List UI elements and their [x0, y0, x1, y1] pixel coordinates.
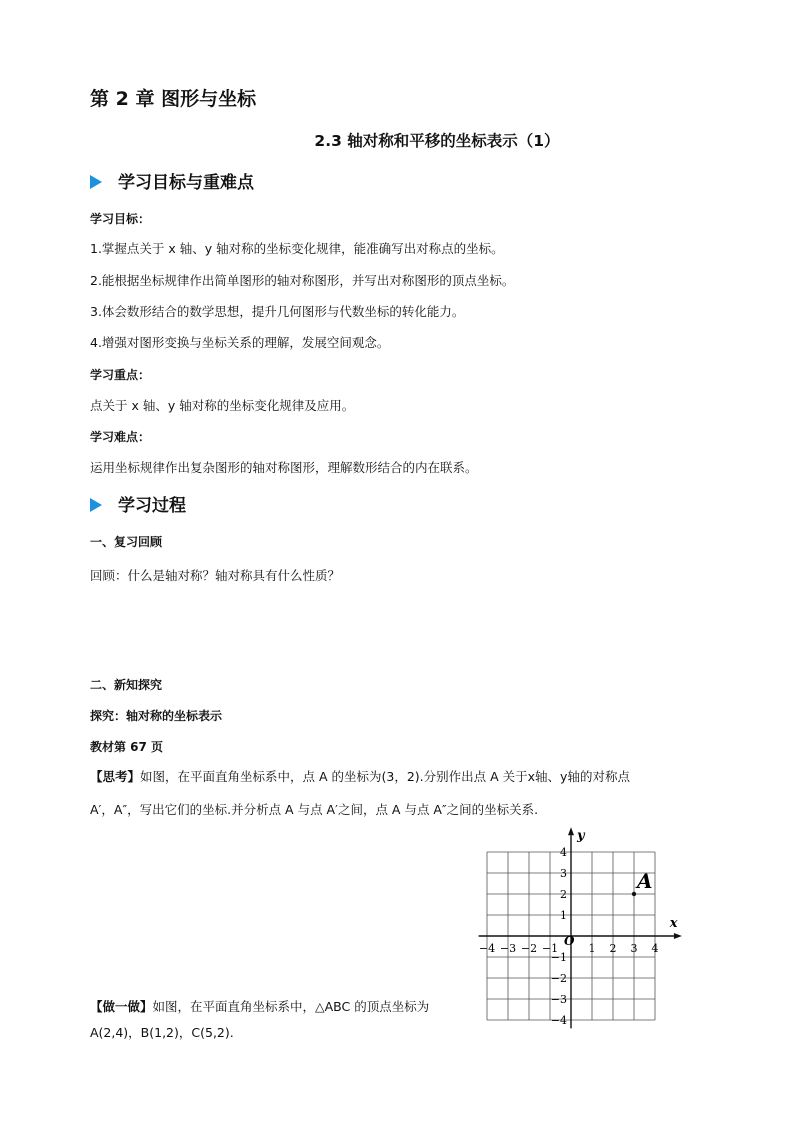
x-tick-label: −3 — [499, 942, 517, 955]
x-tick-label: 2 — [609, 942, 617, 955]
origin-label: O — [564, 934, 575, 948]
triangle-bullet-icon — [90, 175, 102, 189]
x-tick-label: −4 — [478, 942, 496, 955]
chapter-title: 第 2 章 图形与坐标 — [90, 88, 257, 110]
section-heading-text: 学习目标与重难点 — [118, 173, 254, 193]
y-tick-label: 4 — [560, 846, 567, 859]
section-heading-goals — [90, 168, 254, 193]
key-points-label: 学习重点： — [90, 368, 151, 382]
review-text: 回顾：什么是轴对称？轴对称具有什么性质？ — [90, 568, 341, 583]
coordinate-grid-figure — [478, 825, 703, 1040]
new-knowledge-label: 二、新知探究 — [90, 678, 163, 692]
try-text: 如图，在平面直角坐标系中，△ABC 的顶点坐标为 — [152, 999, 430, 1014]
y-tick-label: 3 — [560, 867, 567, 880]
key-points-text: 点关于 x 轴、y 轴对称的坐标变化规律及应用。 — [90, 398, 355, 413]
y-axis-label: y — [577, 828, 585, 844]
goal-item: 4.增强对图形变换与坐标关系的理解，发展空间观念。 — [90, 335, 390, 350]
triangle-bullet-icon — [90, 498, 102, 512]
textbook-page-label: 教材第 67 页 — [90, 740, 164, 754]
think-paragraph-line2: A′，A″，写出它们的坐标.并分析点 A 与点 A′之间，点 A 与点 A″之间的坐标关系. — [90, 802, 539, 817]
y-tick-label: −4 — [550, 1014, 567, 1027]
y-tick-label: 1 — [560, 909, 567, 922]
review-label: 一、复习回顾 — [90, 535, 163, 549]
y-tick-label: −2 — [550, 972, 567, 985]
goal-item: 1.掌握点关于 x 轴、y 轴对称的坐标变化规律，能准确写出对称点的坐标。 — [90, 241, 504, 256]
y-tick-label: −1 — [550, 951, 567, 964]
think-tag: 【思考】 — [90, 769, 141, 784]
x-tick-label: 3 — [630, 942, 638, 955]
x-tick-label: −1 — [541, 942, 559, 955]
goal-item: 3.体会数形结合的数学思想，提升几何图形与代数坐标的转化能力。 — [90, 304, 465, 319]
x-axis-arrow-icon — [674, 933, 682, 939]
y-axis-arrow-icon — [568, 827, 574, 835]
try-paragraph-line1 — [90, 997, 429, 1015]
x-tick-label: 4 — [651, 942, 659, 955]
explore-label: 探究：轴对称的坐标表示 — [90, 709, 223, 723]
x-axis-label: x — [669, 916, 678, 931]
y-tick-label: −3 — [550, 993, 567, 1006]
think-text: 如图，在平面直角坐标系中，点 A 的坐标为(3，2).分别作出点 A 关于x轴、y轴的对称点 — [140, 769, 630, 784]
goals-label: 学习目标： — [90, 212, 151, 226]
section-heading-process — [90, 491, 186, 516]
axes — [479, 827, 682, 1028]
difficulty-label: 学习难点： — [90, 430, 151, 444]
try-tag: 【做一做】 — [90, 999, 153, 1014]
lesson-title: 2.3 轴对称和平移的坐标表示（1） — [314, 132, 560, 150]
think-paragraph-line1 — [90, 767, 630, 785]
x-tick-label: 1 — [588, 942, 596, 955]
try-paragraph-line2: A(2,4)，B(1,2)，C(5,2). — [90, 1025, 234, 1040]
point-a — [632, 892, 636, 896]
y-tick-label: 2 — [560, 888, 567, 901]
point-a-label: A — [637, 869, 653, 893]
difficulty-text: 运用坐标规律作出复杂图形的轴对称图形，理解数形结合的内在联系。 — [90, 460, 478, 475]
x-tick-label: −2 — [520, 942, 538, 955]
goal-item: 2.能根据坐标规律作出简单图形的轴对称图形，并写出对称图形的顶点坐标。 — [90, 273, 515, 288]
section-heading-text: 学习过程 — [118, 496, 186, 516]
